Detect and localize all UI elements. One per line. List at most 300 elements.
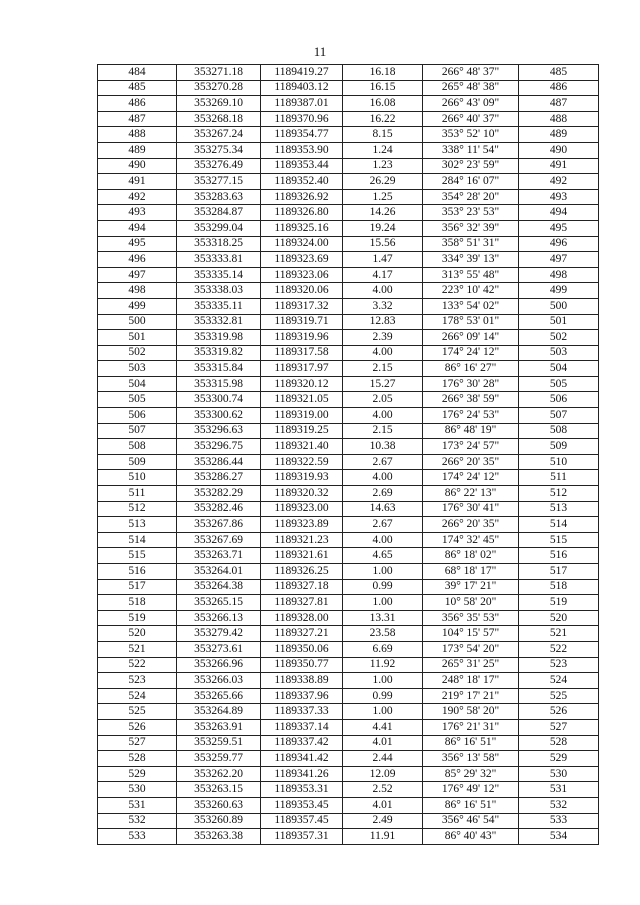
table-row	[98, 641, 599, 657]
bearing-cell: 173° 54' 20"	[423, 641, 519, 657]
y-coordinate-cell: 1189320.32	[261, 486, 343, 502]
distance-cell: 8.15	[343, 127, 423, 143]
bearing-cell: 248° 18' 17"	[423, 673, 519, 689]
next-point-cell: 489	[519, 127, 599, 143]
next-point-cell: 485	[519, 65, 599, 81]
table-row	[98, 298, 599, 314]
x-coordinate-cell: 353266.03	[177, 673, 261, 689]
table-row	[98, 766, 599, 782]
point-number-cell: 495	[98, 236, 177, 252]
point-number-cell: 531	[98, 797, 177, 813]
x-coordinate-cell: 353315.84	[177, 361, 261, 377]
distance-cell: 2.67	[343, 454, 423, 470]
next-point-cell: 491	[519, 158, 599, 174]
x-coordinate-cell: 353260.63	[177, 797, 261, 813]
x-coordinate-cell: 353338.03	[177, 283, 261, 299]
y-coordinate-cell: 1189319.00	[261, 408, 343, 424]
y-coordinate-cell: 1189317.97	[261, 361, 343, 377]
bearing-cell: 86° 16' 51"	[423, 735, 519, 751]
bearing-cell: 86° 18' 02"	[423, 548, 519, 564]
point-number-cell: 487	[98, 111, 177, 127]
bearing-cell: 104° 15' 57"	[423, 626, 519, 642]
bearing-cell: 223° 10' 42"	[423, 283, 519, 299]
next-point-cell: 487	[519, 96, 599, 112]
distance-cell: 4.00	[343, 283, 423, 299]
point-number-cell: 504	[98, 376, 177, 392]
point-number-cell: 507	[98, 423, 177, 439]
table-row	[98, 501, 599, 517]
bearing-cell: 173° 24' 57"	[423, 439, 519, 455]
table-row	[98, 517, 599, 533]
next-point-cell: 498	[519, 267, 599, 283]
next-point-cell: 492	[519, 174, 599, 190]
bearing-cell: 85° 29' 32"	[423, 766, 519, 782]
bearing-cell: 313° 55' 48"	[423, 267, 519, 283]
x-coordinate-cell: 353282.46	[177, 501, 261, 517]
x-coordinate-cell: 353263.38	[177, 829, 261, 845]
x-coordinate-cell: 353267.24	[177, 127, 261, 143]
next-point-cell: 529	[519, 751, 599, 767]
distance-cell: 1.24	[343, 142, 423, 158]
bearing-cell: 86° 48' 19"	[423, 423, 519, 439]
next-point-cell: 500	[519, 298, 599, 314]
next-point-cell: 516	[519, 548, 599, 564]
table-row	[98, 532, 599, 548]
y-coordinate-cell: 1189328.00	[261, 610, 343, 626]
point-number-cell: 524	[98, 688, 177, 704]
next-point-cell: 494	[519, 205, 599, 221]
y-coordinate-cell: 1189350.77	[261, 657, 343, 673]
y-coordinate-cell: 1189353.31	[261, 782, 343, 798]
table-row	[98, 688, 599, 704]
y-coordinate-cell: 1189321.40	[261, 439, 343, 455]
distance-cell: 16.18	[343, 65, 423, 81]
point-number-cell: 500	[98, 314, 177, 330]
page-number: 11	[313, 44, 327, 59]
distance-cell: 2.05	[343, 392, 423, 408]
distance-cell: 2.49	[343, 813, 423, 829]
x-coordinate-cell: 353319.82	[177, 345, 261, 361]
next-point-cell: 513	[519, 501, 599, 517]
point-number-cell: 489	[98, 142, 177, 158]
bearing-cell: 68° 18' 17"	[423, 564, 519, 580]
point-number-cell: 526	[98, 719, 177, 735]
distance-cell: 12.83	[343, 314, 423, 330]
distance-cell: 4.17	[343, 267, 423, 283]
distance-cell: 2.67	[343, 517, 423, 533]
bearing-cell: 10° 58' 20"	[423, 595, 519, 611]
bearing-cell: 86° 16' 51"	[423, 797, 519, 813]
point-number-cell: 512	[98, 501, 177, 517]
next-point-cell: 514	[519, 517, 599, 533]
point-number-cell: 519	[98, 610, 177, 626]
y-coordinate-cell: 1189317.58	[261, 345, 343, 361]
distance-cell: 3.32	[343, 298, 423, 314]
next-point-cell: 530	[519, 766, 599, 782]
x-coordinate-cell: 353318.25	[177, 236, 261, 252]
point-number-cell: 530	[98, 782, 177, 798]
table-row	[98, 408, 599, 424]
bearing-cell: 356° 35' 53"	[423, 610, 519, 626]
table-row	[98, 719, 599, 735]
point-number-cell: 493	[98, 205, 177, 221]
next-point-cell: 502	[519, 330, 599, 346]
next-point-cell: 503	[519, 345, 599, 361]
table-row	[98, 205, 599, 221]
table-row	[98, 735, 599, 751]
next-point-cell: 488	[519, 111, 599, 127]
table-row	[98, 361, 599, 377]
y-coordinate-cell: 1189357.45	[261, 813, 343, 829]
point-number-cell: 505	[98, 392, 177, 408]
point-number-cell: 486	[98, 96, 177, 112]
bearing-cell: 354° 28' 20"	[423, 189, 519, 205]
distance-cell: 1.47	[343, 252, 423, 268]
distance-cell: 16.08	[343, 96, 423, 112]
bearing-cell: 266° 43' 09"	[423, 96, 519, 112]
y-coordinate-cell: 1189327.81	[261, 595, 343, 611]
bearing-cell: 174° 24' 12"	[423, 345, 519, 361]
bearing-cell: 266° 38' 59"	[423, 392, 519, 408]
x-coordinate-cell: 353319.98	[177, 330, 261, 346]
next-point-cell: 512	[519, 486, 599, 502]
y-coordinate-cell: 1189341.42	[261, 751, 343, 767]
bearing-cell: 219° 17' 21"	[423, 688, 519, 704]
y-coordinate-cell: 1189353.90	[261, 142, 343, 158]
bearing-cell: 176° 49' 12"	[423, 782, 519, 798]
next-point-cell: 525	[519, 688, 599, 704]
y-coordinate-cell: 1189319.96	[261, 330, 343, 346]
distance-cell: 4.01	[343, 735, 423, 751]
x-coordinate-cell: 353279.42	[177, 626, 261, 642]
distance-cell: 16.22	[343, 111, 423, 127]
x-coordinate-cell: 353299.04	[177, 220, 261, 236]
bearing-cell: 356° 46' 54"	[423, 813, 519, 829]
table-row	[98, 439, 599, 455]
next-point-cell: 495	[519, 220, 599, 236]
table-row	[98, 548, 599, 564]
distance-cell: 4.00	[343, 532, 423, 548]
x-coordinate-cell: 353296.75	[177, 439, 261, 455]
y-coordinate-cell: 1189350.06	[261, 641, 343, 657]
y-coordinate-cell: 1189338.89	[261, 673, 343, 689]
y-coordinate-cell: 1189324.00	[261, 236, 343, 252]
y-coordinate-cell: 1189341.26	[261, 766, 343, 782]
point-number-cell: 494	[98, 220, 177, 236]
bearing-cell: 174° 32' 45"	[423, 532, 519, 548]
point-number-cell: 517	[98, 579, 177, 595]
x-coordinate-cell: 353266.13	[177, 610, 261, 626]
distance-cell: 1.00	[343, 595, 423, 611]
distance-cell: 11.91	[343, 829, 423, 845]
point-number-cell: 509	[98, 454, 177, 470]
table-row	[98, 579, 599, 595]
next-point-cell: 522	[519, 641, 599, 657]
point-number-cell: 491	[98, 174, 177, 190]
table-row	[98, 595, 599, 611]
table-row	[98, 657, 599, 673]
next-point-cell: 508	[519, 423, 599, 439]
next-point-cell: 490	[519, 142, 599, 158]
next-point-cell: 533	[519, 813, 599, 829]
x-coordinate-cell: 353277.15	[177, 174, 261, 190]
y-coordinate-cell: 1189326.25	[261, 564, 343, 580]
y-coordinate-cell: 1189387.01	[261, 96, 343, 112]
table-row	[98, 220, 599, 236]
point-number-cell: 525	[98, 704, 177, 720]
point-number-cell: 499	[98, 298, 177, 314]
y-coordinate-cell: 1189353.44	[261, 158, 343, 174]
point-number-cell: 533	[98, 829, 177, 845]
x-coordinate-cell: 353259.77	[177, 751, 261, 767]
x-coordinate-cell: 353267.86	[177, 517, 261, 533]
next-point-cell: 499	[519, 283, 599, 299]
table-row	[98, 470, 599, 486]
distance-cell: 15.56	[343, 236, 423, 252]
bearing-cell: 174° 24' 12"	[423, 470, 519, 486]
bearing-cell: 176° 24' 53"	[423, 408, 519, 424]
table-row	[98, 158, 599, 174]
y-coordinate-cell: 1189319.71	[261, 314, 343, 330]
y-coordinate-cell: 1189353.45	[261, 797, 343, 813]
x-coordinate-cell: 353276.49	[177, 158, 261, 174]
next-point-cell: 517	[519, 564, 599, 580]
point-number-cell: 510	[98, 470, 177, 486]
x-coordinate-cell: 353333.81	[177, 252, 261, 268]
bearing-cell: 266° 20' 35"	[423, 517, 519, 533]
bearing-cell: 334° 39' 13"	[423, 252, 519, 268]
distance-cell: 2.15	[343, 361, 423, 377]
x-coordinate-cell: 353286.27	[177, 470, 261, 486]
x-coordinate-cell: 353269.10	[177, 96, 261, 112]
x-coordinate-cell: 353262.20	[177, 766, 261, 782]
next-point-cell: 528	[519, 735, 599, 751]
bearing-cell: 266° 48' 37"	[423, 65, 519, 81]
point-number-cell: 501	[98, 330, 177, 346]
table-row	[98, 127, 599, 143]
table-row	[98, 65, 599, 81]
y-coordinate-cell: 1189403.12	[261, 80, 343, 96]
x-coordinate-cell: 353265.66	[177, 688, 261, 704]
point-number-cell: 529	[98, 766, 177, 782]
table-row	[98, 564, 599, 580]
next-point-cell: 527	[519, 719, 599, 735]
next-point-cell: 497	[519, 252, 599, 268]
next-point-cell: 518	[519, 579, 599, 595]
table-row	[98, 486, 599, 502]
bearing-cell: 266° 09' 14"	[423, 330, 519, 346]
bearing-cell: 86° 16' 27"	[423, 361, 519, 377]
x-coordinate-cell: 353267.69	[177, 532, 261, 548]
bearing-cell: 133° 54' 02"	[423, 298, 519, 314]
x-coordinate-cell: 353264.38	[177, 579, 261, 595]
table-row	[98, 267, 599, 283]
distance-cell: 4.41	[343, 719, 423, 735]
distance-cell: 14.63	[343, 501, 423, 517]
x-coordinate-cell: 353259.51	[177, 735, 261, 751]
next-point-cell: 531	[519, 782, 599, 798]
next-point-cell: 493	[519, 189, 599, 205]
y-coordinate-cell: 1189321.05	[261, 392, 343, 408]
distance-cell: 4.00	[343, 470, 423, 486]
table-row	[98, 751, 599, 767]
next-point-cell: 506	[519, 392, 599, 408]
next-point-cell: 511	[519, 470, 599, 486]
bearing-cell: 356° 32' 39"	[423, 220, 519, 236]
distance-cell: 16.15	[343, 80, 423, 96]
table-row	[98, 782, 599, 798]
point-number-cell: 502	[98, 345, 177, 361]
next-point-cell: 532	[519, 797, 599, 813]
distance-cell: 4.00	[343, 408, 423, 424]
next-point-cell: 520	[519, 610, 599, 626]
point-number-cell: 522	[98, 657, 177, 673]
point-number-cell: 515	[98, 548, 177, 564]
y-coordinate-cell: 1189419.27	[261, 65, 343, 81]
x-coordinate-cell: 353300.74	[177, 392, 261, 408]
next-point-cell: 486	[519, 80, 599, 96]
table-row	[98, 174, 599, 190]
point-number-cell: 506	[98, 408, 177, 424]
point-number-cell: 513	[98, 517, 177, 533]
table-row	[98, 392, 599, 408]
bearing-cell: 176° 30' 41"	[423, 501, 519, 517]
bearing-cell: 39° 17' 21"	[423, 579, 519, 595]
x-coordinate-cell: 353266.96	[177, 657, 261, 673]
distance-cell: 4.00	[343, 345, 423, 361]
bearing-cell: 265° 48' 38"	[423, 80, 519, 96]
y-coordinate-cell: 1189317.32	[261, 298, 343, 314]
bearing-cell: 176° 30' 28"	[423, 376, 519, 392]
x-coordinate-cell: 353270.28	[177, 80, 261, 96]
x-coordinate-cell: 353263.91	[177, 719, 261, 735]
point-number-cell: 523	[98, 673, 177, 689]
distance-cell: 4.65	[343, 548, 423, 564]
distance-cell: 19.24	[343, 220, 423, 236]
distance-cell: 15.27	[343, 376, 423, 392]
bearing-cell: 358° 51' 31"	[423, 236, 519, 252]
table-row	[98, 252, 599, 268]
next-point-cell: 534	[519, 829, 599, 845]
table-row	[98, 189, 599, 205]
y-coordinate-cell: 1189321.61	[261, 548, 343, 564]
x-coordinate-cell: 353264.01	[177, 564, 261, 580]
point-number-cell: 503	[98, 361, 177, 377]
x-coordinate-cell: 353282.29	[177, 486, 261, 502]
point-number-cell: 532	[98, 813, 177, 829]
x-coordinate-cell: 353315.98	[177, 376, 261, 392]
bearing-cell: 353° 23' 53"	[423, 205, 519, 221]
x-coordinate-cell: 353296.63	[177, 423, 261, 439]
distance-cell: 6.69	[343, 641, 423, 657]
bearing-cell: 338° 11' 54"	[423, 142, 519, 158]
x-coordinate-cell: 353335.14	[177, 267, 261, 283]
distance-cell: 2.69	[343, 486, 423, 502]
coordinates-table-body	[98, 65, 599, 845]
x-coordinate-cell: 353332.81	[177, 314, 261, 330]
point-number-cell: 492	[98, 189, 177, 205]
x-coordinate-cell: 353300.62	[177, 408, 261, 424]
y-coordinate-cell: 1189352.40	[261, 174, 343, 190]
point-number-cell: 527	[98, 735, 177, 751]
next-point-cell: 510	[519, 454, 599, 470]
x-coordinate-cell: 353273.61	[177, 641, 261, 657]
bearing-cell: 353° 52' 10"	[423, 127, 519, 143]
next-point-cell: 501	[519, 314, 599, 330]
bearing-cell: 284° 16' 07"	[423, 174, 519, 190]
point-number-cell: 497	[98, 267, 177, 283]
table-row	[98, 673, 599, 689]
next-point-cell: 504	[519, 361, 599, 377]
x-coordinate-cell: 353284.87	[177, 205, 261, 221]
point-number-cell: 485	[98, 80, 177, 96]
y-coordinate-cell: 1189319.93	[261, 470, 343, 486]
next-point-cell: 509	[519, 439, 599, 455]
y-coordinate-cell: 1189337.33	[261, 704, 343, 720]
next-point-cell: 505	[519, 376, 599, 392]
bearing-cell: 190° 58' 20"	[423, 704, 519, 720]
bearing-cell: 356° 13' 58"	[423, 751, 519, 767]
table-row	[98, 345, 599, 361]
distance-cell: 2.15	[343, 423, 423, 439]
table-row	[98, 80, 599, 96]
table-row	[98, 330, 599, 346]
point-number-cell: 518	[98, 595, 177, 611]
table-row	[98, 829, 599, 845]
bearing-cell: 302° 23' 59"	[423, 158, 519, 174]
table-row	[98, 797, 599, 813]
point-number-cell: 520	[98, 626, 177, 642]
bearing-cell: 266° 40' 37"	[423, 111, 519, 127]
point-number-cell: 488	[98, 127, 177, 143]
next-point-cell: 496	[519, 236, 599, 252]
x-coordinate-cell: 353286.44	[177, 454, 261, 470]
point-number-cell: 516	[98, 564, 177, 580]
y-coordinate-cell: 1189319.25	[261, 423, 343, 439]
x-coordinate-cell: 353265.15	[177, 595, 261, 611]
next-point-cell: 524	[519, 673, 599, 689]
y-coordinate-cell: 1189323.69	[261, 252, 343, 268]
distance-cell: 2.52	[343, 782, 423, 798]
x-coordinate-cell: 353268.18	[177, 111, 261, 127]
distance-cell: 23.58	[343, 626, 423, 642]
y-coordinate-cell: 1189323.06	[261, 267, 343, 283]
y-coordinate-cell: 1189325.16	[261, 220, 343, 236]
point-number-cell: 514	[98, 532, 177, 548]
bearing-cell: 86° 22' 13"	[423, 486, 519, 502]
x-coordinate-cell: 353260.89	[177, 813, 261, 829]
next-point-cell: 521	[519, 626, 599, 642]
y-coordinate-cell: 1189357.31	[261, 829, 343, 845]
distance-cell: 14.26	[343, 205, 423, 221]
y-coordinate-cell: 1189327.18	[261, 579, 343, 595]
distance-cell: 1.25	[343, 189, 423, 205]
y-coordinate-cell: 1189323.00	[261, 501, 343, 517]
point-number-cell: 490	[98, 158, 177, 174]
y-coordinate-cell: 1189354.77	[261, 127, 343, 143]
next-point-cell: 523	[519, 657, 599, 673]
y-coordinate-cell: 1189337.42	[261, 735, 343, 751]
table-row	[98, 314, 599, 330]
bearing-cell: 176° 21' 31"	[423, 719, 519, 735]
table-row	[98, 376, 599, 392]
coordinates-table	[97, 64, 599, 845]
x-coordinate-cell: 353263.15	[177, 782, 261, 798]
distance-cell: 1.00	[343, 704, 423, 720]
point-number-cell: 508	[98, 439, 177, 455]
bearing-cell: 178° 53' 01"	[423, 314, 519, 330]
distance-cell: 2.44	[343, 751, 423, 767]
